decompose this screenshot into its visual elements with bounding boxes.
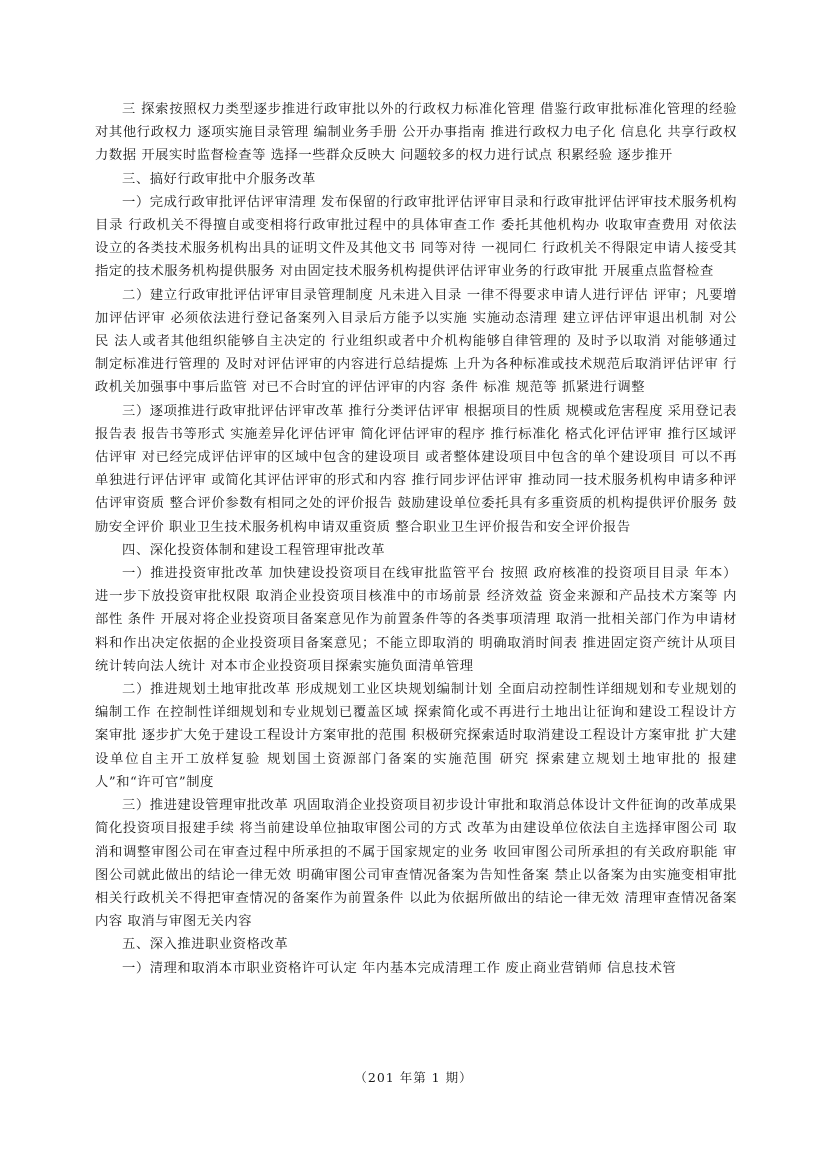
- section-heading: 四、深化投资体制和建设工程管理审批改革: [122, 542, 386, 558]
- paragraph: 二）建立行政审批评估评审目录管理制度 凡未进入目录 一律不得要求申请人进行评估 评审；凡要增加评估评审 必须依法进行登记备案列入目录后方能予以实施 实施动态清理 建立评估评审退出机制 对公民 法人或者其他组织能够自主决定的 行业组织或者中介机构能够自律管理的 及时予以取消 对能够通过制定标准进行管理的 及时对评估评审的内容进行总结提炼 上升为各种标准或技术规范后取消评估评审 行政机关加强事中事后监管 对已不合时宜的评估评审的内容 条件 标准 规范等 抓紧进行调整: [95, 287, 737, 396]
- paragraph: 三）推进建设管理审批改革 巩固取消企业投资项目初步设计审批和取消总体设计文件征询的改革成果 简化投资项目报建手续 将当前建设单位抽取审图公司的方式 改革为由建设单位依法自主选择审图公司 取消和调整审图公司在审查过程中所承担的不属于国家规定的业务 收回审图公司所承担的有关政府职能 审图公司就此做出的结论一律无效 明确审图公司审查情况备案为告知性备案 禁止以备案为由实施变相审批 相关行政机关不得把审查情况的备案作为前置条件 以此为依据所做出的结论一律无效 清理审查情况备案内容 取消与审图无关内容: [95, 798, 737, 930]
- paragraph: 三）逐项推进行政审批评估评审改革 推行分类评估评审 根据项目的性质 规模或危害程度 采用登记表 报告表 报告书等形式 实施差异化评估评审 简化评估评审的程序 推行标准化 格式化评估评审 推行区域评估评审 对已经完成评估评审的区域中包含的建设项目 或者整体建设项目中包含的单个建设项目 可以不再单独进行评估评审 或简化其评估评审的形式和内容 推行同步评估评审 推动同一技术服务机构申请多种评估评审资质 整合评价参数有相同之处的评价报告 鼓励建设单位委托具有多重资质的机构提供评价服务 鼓励安全评价 职业卫生技术服务机构申请双重资质 整合职业卫生评价报告和安全评价报告: [95, 403, 738, 535]
- paragraph: 二）推进规划土地审批改革 形成规划工业区块规划编制计划 全面启动控制性详细规划和专业规划的编制工作 在控制性详细规划和专业规划已覆盖区域 探索简化或不再进行土地出让征询和建设工程设计方案审批 逐步扩大免于建设工程设计方案审批的范围 积极研究探索适时取消建设工程设计方案审批 扩大建设单位自主开工放样复验 规划国土资源部门备案的实施范围 研究 探索建立规划土地审批的 报建人”和“许可官”制度: [95, 682, 737, 790]
- paragraph: 三 探索按照权力类型逐步推进行政审批以外的行政权力标准化管理 借鉴行政审批标准化管理的经验 对其他行政权力 逐项实施目录管理 编制业务手册 公开办事指南 推进行政权力电子化 信息化 共享行政权力数据 开展实时监督检查等 选择一些群众反映大 问题较多的权力进行试点 积累经验 逐步推开: [95, 102, 737, 164]
- section-heading: 五、深入推进职业资格改革: [122, 937, 289, 953]
- page-footer: （201 年第 1 期）: [354, 1070, 473, 1085]
- document-body: [95, 98, 737, 980]
- paragraph: 一）完成行政审批评估评审清理 发布保留的行政审批评估评审目录和行政审批评估评审技术服务机构目录 行政机关不得擅自或变相将行政审批过程中的具体审查工作 委托其他机构办 收取审查费用 对依法设立的各类技术服务机构出具的证明文件及其他文书 同等对待 一视同仁 行政机关不得限定申请人接受其指定的技术服务机构提供服务 对由固定技术服务机构提供评估评审业务的行政审批 开展重点监督检查: [95, 194, 737, 280]
- paragraph: 一）清理和取消本市职业资格许可认定 年内基本完成清理工作 废止商业营销师 信息技术管: [122, 960, 677, 976]
- section-heading: 三、搞好行政审批中介服务改革: [122, 171, 316, 187]
- paragraph: 一）推进投资审批改革 加快建设投资项目在线审批监管平台 按照 政府核准的投资项目目录 年本） 进一步下放投资审批权限 取消企业投资项目核准中的市场前景 经济效益 资金来源和产品技术方案等 内部性 条件 开展对将企业投资项目备案意见作为前置条件等的各类事项清理 取消一批相关部门作为申请材料和作出决定依据的企业投资项目备案意见；不能立即取消的 明确取消时间表 推进固定资产统计从项目统计转向法人统计 对本市企业投资项目探索实施负面清单管理: [95, 566, 737, 674]
